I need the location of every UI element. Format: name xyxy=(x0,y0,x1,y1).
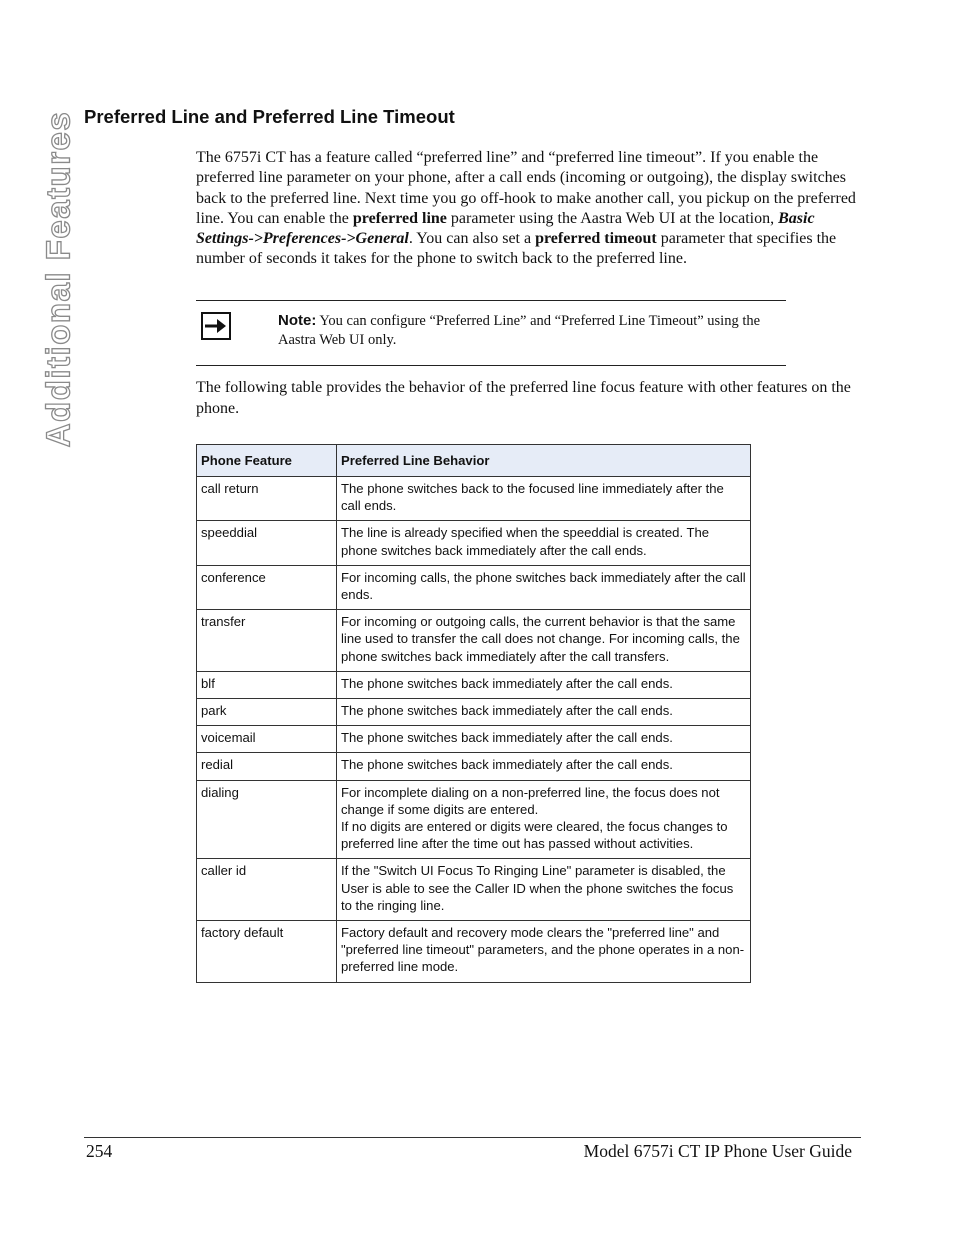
section-title: Preferred Line and Preferred Line Timeout xyxy=(84,106,455,127)
feature-cell: conference xyxy=(197,565,337,609)
table-row xyxy=(197,477,751,521)
table-row xyxy=(197,521,751,565)
behavior-cell: If the "Switch UI Focus To Ringing Line" parameter is disabled, the User is able to see the Caller ID when the phone switches the focus to the ringing line. xyxy=(337,859,751,921)
arrow-right-icon xyxy=(201,312,231,340)
behavior-cell: The phone switches back immediately after the call ends. xyxy=(337,726,751,753)
table-row xyxy=(197,780,751,859)
table-row xyxy=(197,565,751,609)
preferred-line-behavior-table xyxy=(196,444,751,983)
feature-cell: caller id xyxy=(197,859,337,921)
note-body: You can configure “Preferred Line” and “Preferred Line Timeout” using the Aastra Web UI only. xyxy=(278,313,761,348)
note-text xyxy=(278,311,783,350)
table-row xyxy=(197,699,751,726)
behavior-cell: The line is already specified when the speeddial is created. The phone switches back immediately after the call ends. xyxy=(337,521,751,565)
side-section-tab xyxy=(38,104,78,454)
guide-title: Model 6757i CT IP Phone User Guide xyxy=(583,1141,852,1161)
intro-text-4: parameter that specifies the number of seconds it takes for the phone to switch back to the preferred line. xyxy=(196,230,837,268)
feature-cell: voicemail xyxy=(197,726,337,753)
header-preferred-line-behavior: Preferred Line Behavior xyxy=(337,445,751,477)
behavior-cell: The phone switches back to the focused line immediately after the call ends. xyxy=(337,477,751,521)
page-number: 254 xyxy=(86,1141,113,1161)
feature-cell: speeddial xyxy=(197,521,337,565)
behavior-cell: For incoming calls, the phone switches back immediately after the call ends. xyxy=(337,565,751,609)
behavior-cell: For incoming or outgoing calls, the current behavior is that the same line used to transfer the call does not change. For incoming calls, the phone switches back immediately after the call transfers. xyxy=(337,610,751,672)
table-row xyxy=(197,610,751,672)
behavior-cell: The phone switches back immediately after the call ends. xyxy=(337,699,751,726)
table-row xyxy=(197,671,751,698)
table-header-row xyxy=(197,445,751,477)
feature-cell: call return xyxy=(197,477,337,521)
intro-paragraph xyxy=(196,148,856,270)
note-box xyxy=(196,300,786,366)
behavior-line-1: For incomplete dialing on a non-preferred line, the focus does not change if some digits are entered. xyxy=(341,784,720,817)
feature-cell: blf xyxy=(197,671,337,698)
note-label: Note: xyxy=(278,312,317,329)
behavior-line-2: If no digits are entered or digits were cleared, the focus changes to preferred line after the time out has passed without activities. xyxy=(341,819,728,852)
intro-text-3: . You can also set a xyxy=(408,230,536,248)
preferred-timeout-term: preferred timeout xyxy=(535,230,657,248)
behavior-cell xyxy=(337,780,751,859)
feature-cell: dialing xyxy=(197,780,337,859)
table-intro-paragraph: The following table provides the behavior of the preferred line focus feature with other features on the phone. xyxy=(196,379,851,417)
table-row xyxy=(197,921,751,983)
side-section-tab-label: Additional Features xyxy=(39,110,77,448)
table-row xyxy=(197,859,751,921)
feature-cell: factory default xyxy=(197,921,337,983)
intro-text-1: The 6757i CT has a feature called “preferred line” and “preferred line timeout”. If you enable the preferred line parameter on your phone, after a call ends (incoming or outgoing), the display switches back to the preferred line. Next time you go off-hook to make another call, you pickup on the preferred line. You can enable the xyxy=(196,149,856,227)
table-row xyxy=(197,753,751,780)
web-ui-path: Basic Settings->Preferences->General xyxy=(196,209,815,248)
footer-divider xyxy=(84,1137,861,1138)
behavior-cell: The phone switches back immediately after the call ends. xyxy=(337,671,751,698)
behavior-cell: The phone switches back immediately after the call ends. xyxy=(337,753,751,780)
intro-text-2: parameter using the Aastra Web UI at the location, xyxy=(446,209,779,227)
feature-cell: park xyxy=(197,699,337,726)
feature-cell: transfer xyxy=(197,610,337,672)
behavior-cell: Factory default and recovery mode clears the "preferred line" and "preferred line timeout" parameters, and the phone operates in a non-preferred line mode. xyxy=(337,921,751,983)
feature-cell: redial xyxy=(197,753,337,780)
header-phone-feature: Phone Feature xyxy=(197,445,337,477)
preferred-line-term: preferred line xyxy=(352,209,447,227)
table-row xyxy=(197,726,751,753)
